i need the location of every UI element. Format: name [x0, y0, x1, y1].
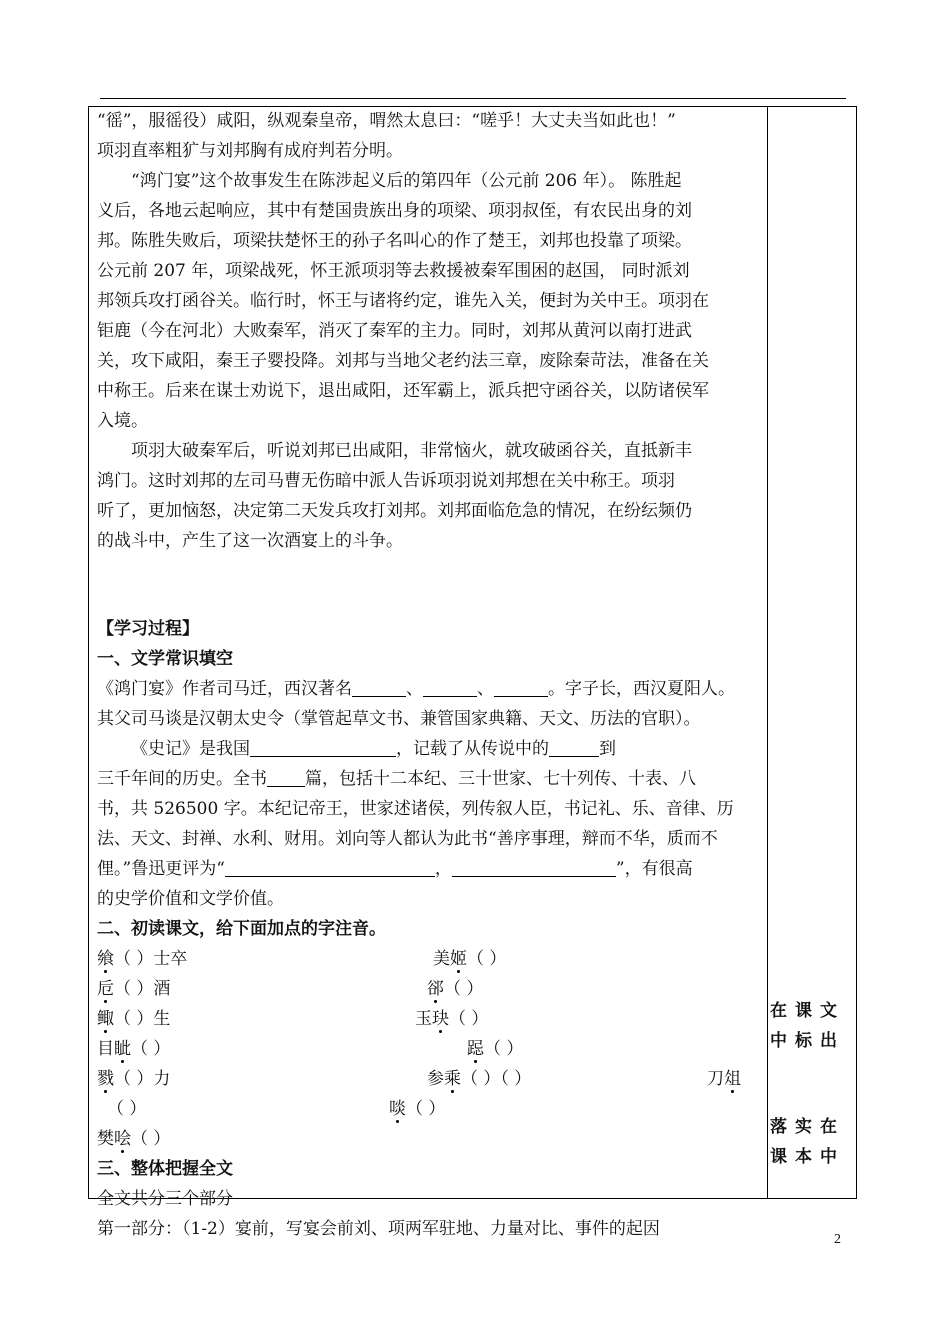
text-line: 书，共 526500 字。本纪记帝王，世家述诸侯，列传叙人臣，书记礼、乐、音律、历	[97, 799, 734, 819]
text-line: 义后，各地云起响应，其中有楚国贵族出身的项梁、项羽叔侄，有农民出身的刘	[97, 201, 692, 221]
char: 美	[433, 949, 450, 969]
dotted-char: 鲰	[97, 1009, 114, 1029]
fill-line	[97, 674, 759, 704]
separator: 、	[477, 679, 494, 699]
text-line: 第一部分：（1-2）宴前，写宴会前刘、项两军驻地、力量对比、事件的起因	[97, 1219, 660, 1239]
pinyin-item	[707, 1064, 741, 1094]
pinyin-row	[97, 1064, 759, 1094]
pinyin-item	[433, 944, 506, 974]
answer-blank[interactable]: （ ）	[131, 1129, 171, 1149]
answer-blank[interactable]: （ ）力	[114, 1069, 171, 1089]
pinyin-item	[97, 944, 187, 974]
text-line: 邦领兵攻打函谷关。临行时，怀王与诸将约定，谁先入关，便封为关中王。项羽在	[97, 291, 709, 311]
intro-line: 项羽直率粗犷与刘邦胸有成府判若分明。	[97, 141, 403, 161]
blank[interactable]	[225, 858, 435, 877]
fill-line	[97, 764, 759, 794]
pinyin-item	[97, 1004, 170, 1034]
pinyin-row	[97, 944, 759, 974]
blank[interactable]	[267, 768, 305, 787]
blank[interactable]	[250, 738, 396, 757]
text-segment: 俚。”鲁迅更评为“	[97, 859, 225, 879]
fill-line	[97, 734, 759, 764]
text-line: 的史学价值和文学价值。	[97, 889, 284, 909]
side-note-line: 落实在	[770, 1117, 845, 1137]
blank[interactable]	[494, 678, 548, 697]
side-note-line: 课本中	[770, 1147, 845, 1167]
text-segment: ，	[434, 859, 452, 879]
blank[interactable]	[452, 858, 616, 877]
text-segment: 《鸿门宴》作者司马迁，西汉著名	[97, 679, 352, 699]
text-line: 钜鹿（今在河北）大败秦军，消灭了秦军的主力。同时，刘邦从黄河以南打进武	[97, 321, 692, 341]
main-column	[97, 106, 759, 1244]
answer-blank[interactable]: （ ）	[444, 979, 484, 999]
char: 参	[427, 1069, 444, 1089]
process-heading: 【学习过程】	[97, 619, 199, 639]
text-segment: 。字子长，西汉夏阳人。	[548, 679, 735, 699]
answer-blank[interactable]: （ ）（ ）	[461, 1069, 532, 1089]
column-divider	[767, 106, 768, 1199]
text-line: 全文共分三个部分	[97, 1189, 233, 1209]
text-segment: 三千年间的历史。全书	[97, 769, 267, 789]
pinyin-row	[97, 974, 759, 1004]
answer-blank[interactable]: （ ）士卒	[114, 949, 188, 969]
dotted-char: 戮	[97, 1069, 114, 1089]
spacer	[97, 556, 759, 588]
text-line: 公元前 207 年，项梁战死，怀王派项羽等去救援被秦军围困的赵国， 同时派刘	[97, 261, 690, 281]
section-title: 三、整体把握全文	[97, 1159, 233, 1179]
answer-blank[interactable]: （ ）	[107, 1099, 147, 1119]
answer-blank[interactable]: （ ）生	[114, 1009, 171, 1029]
answer-blank[interactable]: （ ）	[131, 1039, 171, 1059]
fill-line	[97, 854, 759, 884]
text-segment: 到	[599, 739, 616, 759]
dotted-char: 玦	[432, 1009, 449, 1029]
side-note-line: 中标出	[770, 1031, 845, 1051]
pinyin-item	[97, 974, 170, 1004]
separator: 、	[406, 679, 423, 699]
pinyin-row	[97, 1034, 759, 1064]
text-line: 入境。	[97, 411, 148, 431]
answer-blank[interactable]: （ ）	[449, 1009, 489, 1029]
text-line: 其父司马谈是汉朝太史令（掌管起草文书、兼管国家典籍、天文、历法的官职）。	[97, 709, 701, 729]
spacer	[97, 588, 759, 614]
text-line: 鸿门。这时刘邦的左司马曹无伤暗中派人告诉项羽说刘邦想在关中称王。项羽	[97, 471, 675, 491]
pinyin-item	[427, 974, 483, 1004]
text-segment: 《史记》是我国	[131, 739, 250, 759]
answer-blank[interactable]: （ ）酒	[114, 979, 171, 999]
dotted-char: 乘	[444, 1069, 461, 1089]
side-note-line: 在课文	[770, 1001, 845, 1021]
side-note	[770, 996, 854, 1056]
answer-blank[interactable]: （ ）	[467, 949, 507, 969]
pinyin-item	[467, 1034, 523, 1064]
intro-line: “徭”，服徭役）咸阳，纵观秦皇帝，喟然太息曰：“嗟乎！大丈夫当如此也！”	[97, 111, 676, 131]
dotted-char: 俎	[724, 1069, 741, 1089]
blank[interactable]	[423, 678, 477, 697]
dotted-char: 卮	[97, 979, 114, 999]
blank[interactable]	[549, 738, 599, 757]
dotted-char: 跽	[467, 1039, 484, 1059]
answer-blank[interactable]: （ ）	[484, 1039, 524, 1059]
dotted-char: 飨	[97, 949, 114, 969]
dotted-char: 哙	[114, 1129, 131, 1149]
text-line: 项羽大破秦军后，听说刘邦已出咸阳，非常恼火，就攻破函谷关，直抵新丰	[131, 441, 692, 461]
text-segment: ”，有很高	[615, 859, 693, 879]
pinyin-item	[389, 1094, 445, 1124]
blank[interactable]	[352, 678, 406, 697]
dotted-char: 眦	[114, 1039, 131, 1059]
header-rule	[100, 98, 846, 99]
char: 樊	[97, 1129, 114, 1149]
pinyin-item	[415, 1004, 488, 1034]
text-line: 关，攻下咸阳，秦王子婴投降。刘邦与当地父老约法三章，废除秦苛法，准备在关	[97, 351, 709, 371]
side-note	[770, 1112, 854, 1172]
pinyin-item	[427, 1064, 531, 1094]
text-segment: 篇，包括十二本纪、三十世家、七十列传、十表、八	[305, 769, 696, 789]
pinyin-item	[97, 1034, 170, 1064]
answer-blank[interactable]: （ ）	[406, 1099, 446, 1119]
conflict-paragraph	[97, 436, 759, 556]
page-number: 2	[834, 1232, 841, 1247]
dotted-char: 姬	[450, 949, 467, 969]
char: 刀	[707, 1069, 724, 1089]
text-line: 邦。陈胜失败后，项梁扶楚怀王的孙子名叫心的作了楚王，刘邦也投靠了项梁。	[97, 231, 692, 251]
pinyin-row	[97, 1004, 759, 1034]
text-segment: ，记载了从传说中的	[396, 739, 549, 759]
text-line: 法、天文、封禅、水利、财用。刘向等人都认为此书“善序事理，辩而不华，质而不	[97, 829, 718, 849]
text-line: 中称王。后来在谋士劝说下，退出咸阳，还军霸上，派兵把守函谷关，以防诸侯军	[97, 381, 709, 401]
char: 目	[97, 1039, 114, 1059]
dotted-char: 郤	[427, 979, 444, 999]
char: 玉	[415, 1009, 432, 1029]
section-title: 一、文学常识填空	[97, 649, 233, 669]
dotted-char: 啖	[389, 1099, 406, 1119]
pinyin-item	[97, 1124, 170, 1154]
pinyin-row	[97, 1124, 759, 1154]
pinyin-row	[97, 1094, 759, 1124]
section-title: 二、初读课文，给下面加点的字注音。	[97, 919, 386, 939]
text-line: 听了，更加恼怒，决定第二天发兵攻打刘邦。刘邦面临危急的情况，在纷纭频仍	[97, 501, 692, 521]
background-paragraph	[97, 166, 759, 436]
pinyin-item	[97, 1064, 170, 1094]
text-line: “鸿门宴”这个故事发生在陈涉起义后的第四年（公元前 206 年）。 陈胜起	[131, 171, 682, 191]
text-line: 的战斗中，产生了这一次酒宴上的斗争。	[97, 531, 403, 551]
